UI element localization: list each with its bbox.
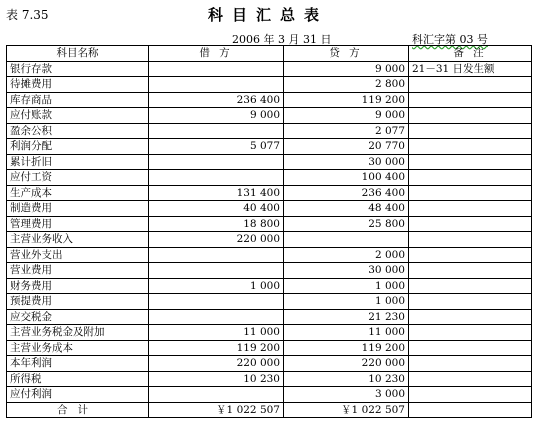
header-debit: 借 方 [149,46,284,62]
total-label-cell: 合计 [7,402,149,418]
table-row [7,325,532,341]
table-row [7,92,532,108]
table-row [7,294,532,310]
account-name-cell: 应交税金 [7,309,149,325]
note-cell [409,263,532,279]
debit-amount-cell [149,123,284,139]
debit-amount-cell: 10 230 [149,371,284,387]
table-header-row [7,46,532,62]
table-row [7,340,532,356]
debit-amount-cell [149,294,284,310]
account-name-cell: 盈余公积 [7,123,149,139]
credit-amount-cell: 9 000 [284,108,409,124]
note-cell [409,108,532,124]
debit-amount-cell: 119 200 [149,340,284,356]
credit-amount-cell: 100 400 [284,170,409,186]
note-cell [409,201,532,217]
account-name-cell: 应付利润 [7,387,149,403]
debit-amount-cell [149,263,284,279]
table-row [7,278,532,294]
total-credit-cell: ￥1 022 507 [284,402,409,418]
credit-amount-cell: 10 230 [284,371,409,387]
table-row [7,387,532,403]
account-name-cell: 本年利润 [7,356,149,372]
note-cell [409,139,532,155]
document-date: 2006 年 3 月 31 日 [232,33,332,46]
note-cell [409,294,532,310]
header-note: 备 注 [409,46,532,62]
table-row [7,108,532,124]
debit-amount-cell: 18 800 [149,216,284,232]
account-name-cell: 预提费用 [7,294,149,310]
account-name-cell: 应付账款 [7,108,149,124]
credit-amount-cell: 9 000 [284,61,409,77]
header-account-name: 科目名称 [7,46,149,62]
account-name-cell: 累计折旧 [7,154,149,170]
account-name-cell: 库存商品 [7,92,149,108]
debit-amount-cell: 236 400 [149,92,284,108]
debit-amount-cell [149,154,284,170]
credit-amount-cell: 119 200 [284,340,409,356]
total-row [7,402,532,418]
debit-amount-cell [149,61,284,77]
note-cell [409,170,532,186]
account-name-cell: 制造费用 [7,201,149,217]
credit-amount-cell: 2 800 [284,77,409,93]
table-row [7,201,532,217]
credit-amount-cell: 119 200 [284,92,409,108]
table-row [7,356,532,372]
debit-amount-cell: 131 400 [149,185,284,201]
account-summary-table [6,45,532,418]
debit-amount-cell: 9 000 [149,108,284,124]
table-row [7,154,532,170]
debit-amount-cell: 5 077 [149,139,284,155]
account-name-cell: 待摊费用 [7,77,149,93]
account-name-cell: 主营业务税金及附加 [7,325,149,341]
credit-amount-cell: 11 000 [284,325,409,341]
debit-amount-cell [149,309,284,325]
table-row [7,139,532,155]
table-row [7,263,532,279]
account-name-cell: 管理费用 [7,216,149,232]
account-name-cell: 生产成本 [7,185,149,201]
account-name-cell: 利润分配 [7,139,149,155]
table-row [7,309,532,325]
debit-amount-cell [149,77,284,93]
note-cell [409,278,532,294]
note-cell [409,77,532,93]
account-name-cell: 所得税 [7,371,149,387]
debit-amount-cell [149,170,284,186]
account-name-cell: 银行存款 [7,61,149,77]
document-number: 科汇字第 03 号 [412,33,488,46]
credit-amount-cell: 220 000 [284,356,409,372]
credit-amount-cell: 1 000 [284,294,409,310]
credit-amount-cell: 3 000 [284,387,409,403]
header-credit: 贷 方 [284,46,409,62]
total-note-cell [409,402,532,418]
total-debit-cell: ￥1 022 507 [149,402,284,418]
table-row [7,185,532,201]
debit-amount-cell [149,247,284,263]
credit-amount-cell: 236 400 [284,185,409,201]
account-name-cell: 营业外支出 [7,247,149,263]
credit-amount-cell: 2 000 [284,247,409,263]
note-cell [409,232,532,248]
note-cell [409,92,532,108]
credit-amount-cell: 21 230 [284,309,409,325]
debit-amount-cell [149,387,284,403]
table-row [7,232,532,248]
note-cell [409,340,532,356]
credit-amount-cell: 30 000 [284,154,409,170]
note-cell [409,387,532,403]
note-cell: 21－31 日发生额 [409,61,532,77]
debit-amount-cell: 11 000 [149,325,284,341]
note-cell [409,325,532,341]
table-number: 表 7.35 [6,8,49,22]
table-row [7,170,532,186]
account-name-cell: 主营业务成本 [7,340,149,356]
account-name-cell: 主营业务收入 [7,232,149,248]
note-cell [409,247,532,263]
table-row [7,247,532,263]
table-row [7,61,532,77]
debit-amount-cell: 1 000 [149,278,284,294]
note-cell [409,185,532,201]
credit-amount-cell: 1 000 [284,278,409,294]
table-row [7,123,532,139]
note-cell [409,371,532,387]
note-cell [409,123,532,139]
note-cell [409,216,532,232]
credit-amount-cell: 2 077 [284,123,409,139]
credit-amount-cell [284,232,409,248]
account-name-cell: 营业费用 [7,263,149,279]
account-name-cell: 财务费用 [7,278,149,294]
debit-amount-cell: 220 000 [149,232,284,248]
debit-amount-cell: 220 000 [149,356,284,372]
table-row [7,371,532,387]
table-row [7,216,532,232]
credit-amount-cell: 20 770 [284,139,409,155]
note-cell [409,309,532,325]
note-cell [409,356,532,372]
table-row [7,77,532,93]
credit-amount-cell: 25 800 [284,216,409,232]
note-cell [409,154,532,170]
debit-amount-cell: 40 400 [149,201,284,217]
credit-amount-cell: 30 000 [284,263,409,279]
credit-amount-cell: 48 400 [284,201,409,217]
document-title: 科目汇总表 [208,6,329,24]
account-name-cell: 应付工资 [7,170,149,186]
